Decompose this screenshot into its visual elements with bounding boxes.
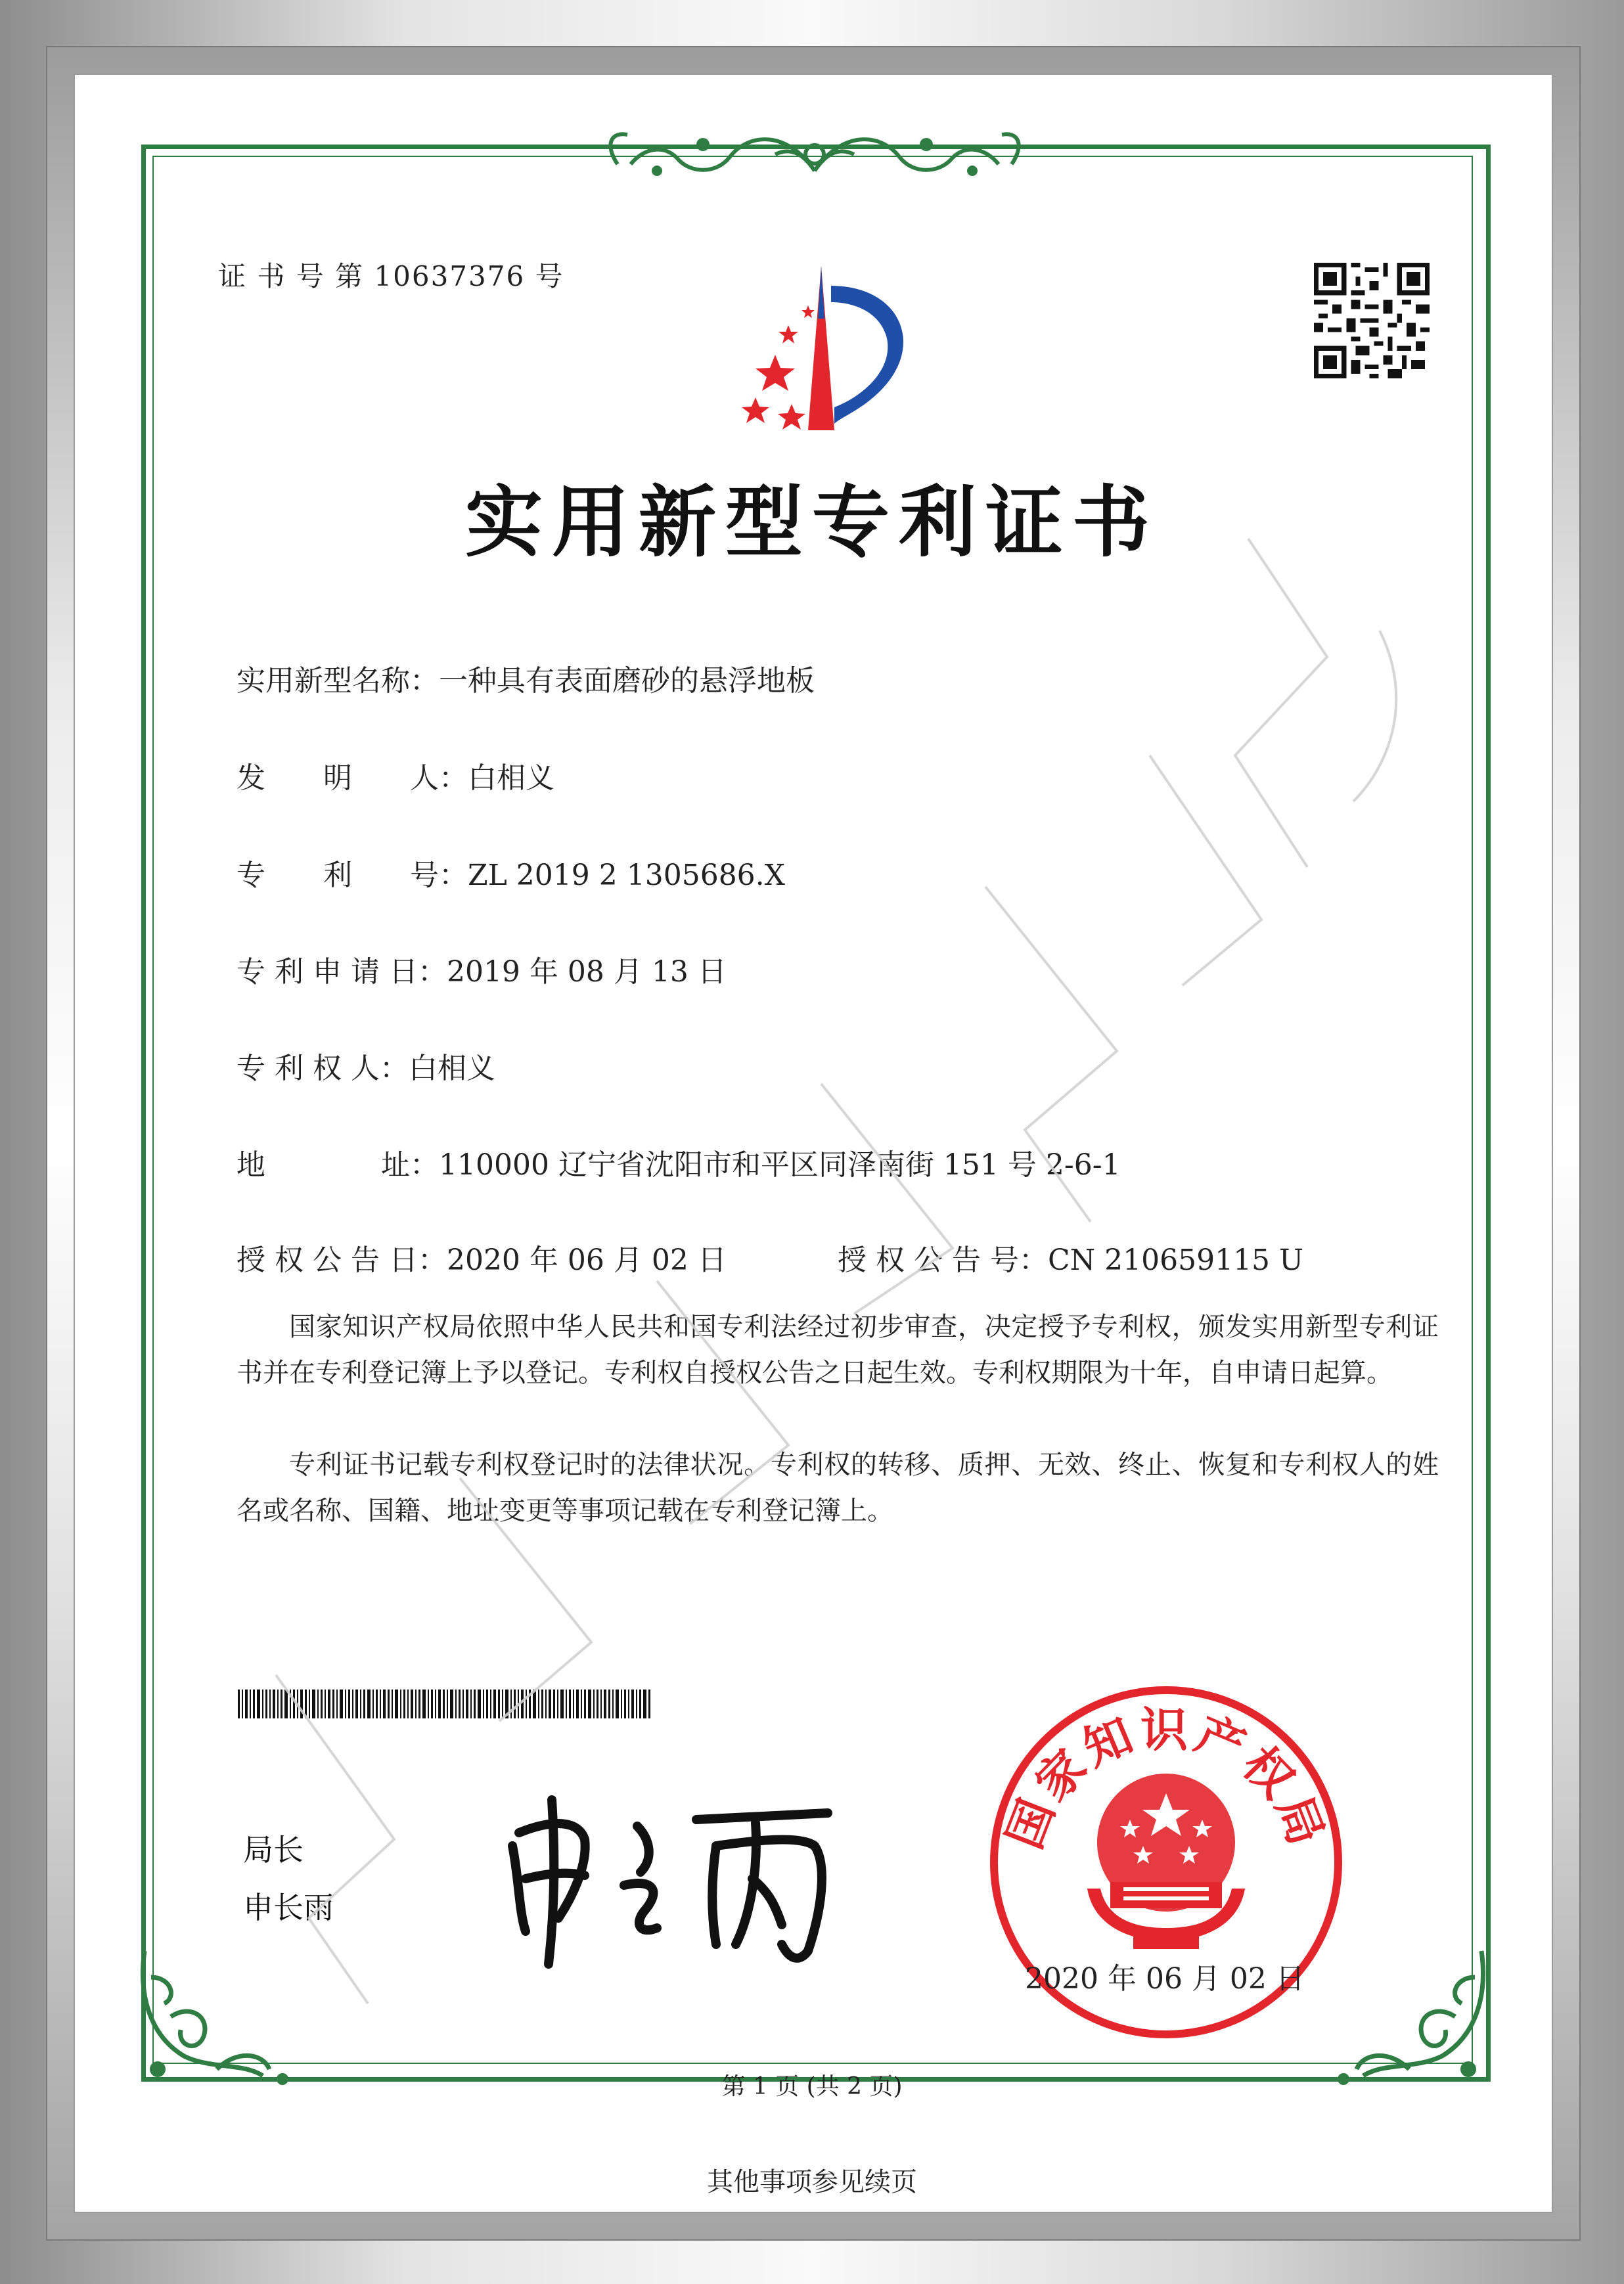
field-value: 白相义 [468,761,554,795]
certificate-title: 实用新型专利证书 [464,477,1159,568]
field-value: 一种具有表面磨砂的悬浮地板 [439,664,815,698]
field-label: 实用新型名称： [237,664,439,698]
seal-text: 国家知识产权局 [996,1702,1336,1856]
field-patentee [237,1044,495,1086]
body-paragraph-2: 专利证书记载专利权登记时的法律状况。专利权的转移、质押、无效、终止、恢复和专利权人的姓名或名称、国籍、地址变更等事项记载在专利登记簿上。 [237,1450,1439,1526]
top-ornament-icon [591,118,1038,190]
field-label: 专 利 申 请 日： [237,955,447,989]
field-label: 授 权 公 告 号： [838,1243,1048,1277]
barcode-icon [238,1690,652,1718]
field-value: CN 210659115 U [1047,1243,1304,1277]
director-title: 局长 [243,1832,304,1868]
director-name: 申长雨 [243,1890,334,1925]
field-address [237,1141,1121,1183]
certificate-number [218,255,564,294]
page-number: 第 1 页 (共 2 页) [721,2073,903,2100]
field-label: 地 址： [237,1148,439,1182]
field-value: 2019 年 08 月 13 日 [446,955,727,989]
field-grant-date [237,1236,727,1278]
field-grant-number [838,1236,1303,1278]
cnipa-logo-icon [703,259,939,443]
qr-code-icon [1314,263,1430,378]
field-value: 110000 辽宁省沈阳市和平区同泽南街 151 号 2-6-1 [439,1148,1121,1182]
field-utility-model-name [237,657,815,699]
field-patent-number [237,851,785,893]
field-inventor [237,754,554,796]
body-paragraph-1: 国家知识产权局依照中华人民共和国专利法经过初步审查，决定授予专利权，颁发实用新型专利证书并在专利登记簿上予以登记。专利权自授权公告之日起生效。专利权期限为十年，自申请日起算。 [237,1312,1439,1388]
handwritten-signature-icon [499,1774,841,1971]
field-value: 2020 年 06 月 02 日 [446,1243,727,1277]
certificate-number-label: 证 书 号 第 [218,260,365,292]
certificate-number-value: 10637376 [374,260,526,292]
footer-note: 其他事项参见续页 [707,2167,917,2197]
field-label: 授 权 公 告 日： [237,1243,447,1277]
field-label: 发 明 人： [237,761,468,795]
certificate-number-suffix: 号 [535,260,564,292]
field-value: ZL 2019 2 1305686.X [468,859,785,892]
field-filing-date [237,948,727,990]
field-value: 白相义 [408,1052,495,1085]
field-label: 专 利 号： [237,859,468,892]
seal-date: 2020 年 06 月 02 日 [1025,1962,1305,1996]
field-label: 专 利 权 人： [237,1052,409,1085]
